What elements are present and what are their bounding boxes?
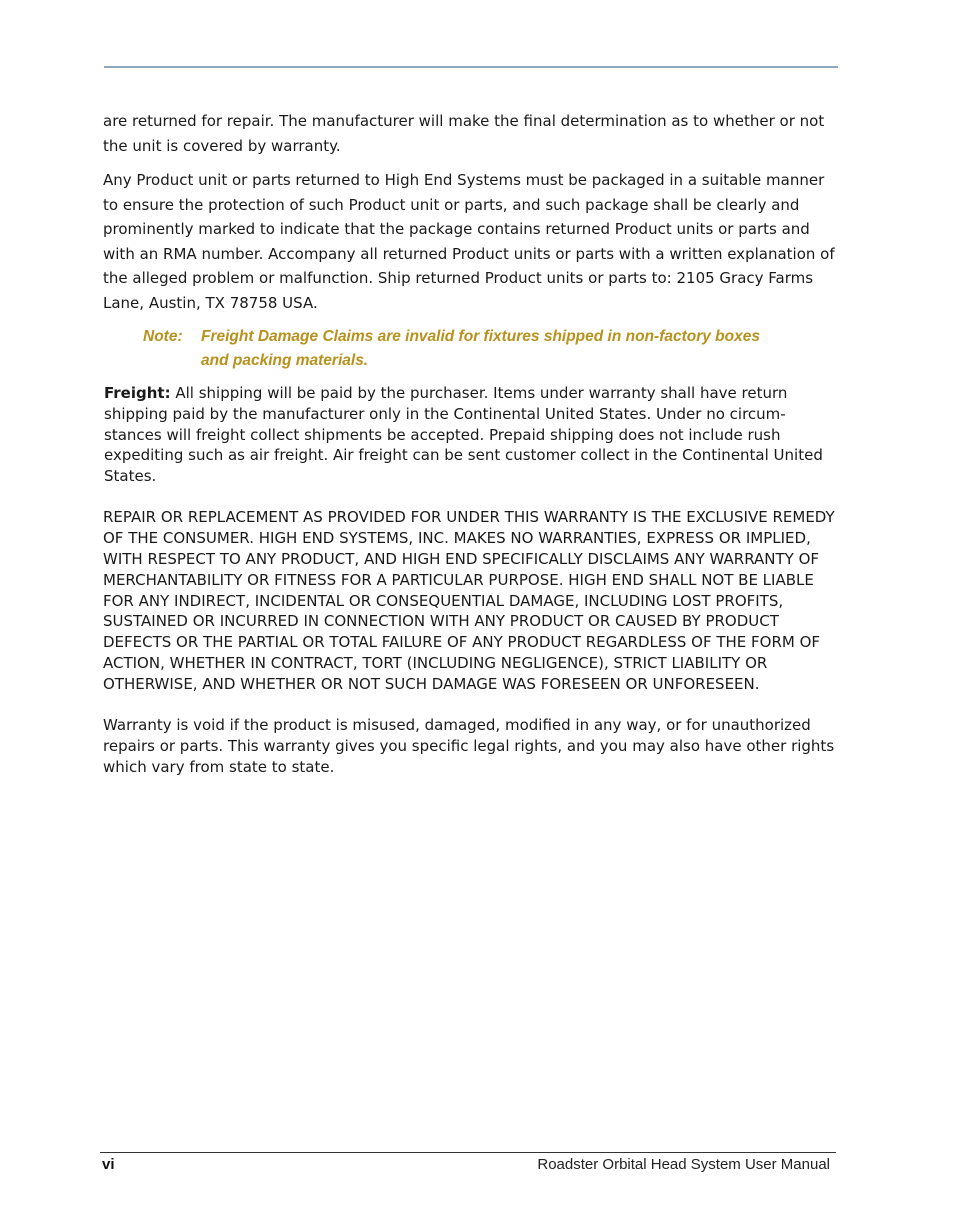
footer-rule bbox=[100, 1152, 836, 1153]
header-rule bbox=[104, 66, 838, 68]
freight-text: All shipping will be paid by the purchaser. Items under warranty shall have return shipping paid by the manufacturer only in the Continental United States. Under no circum-stances will freight collect shipments be accepted. Prepaid shipping does not include rush expediting such as air freight. Air freight can be sent customer collect in the Continental United States. bbox=[104, 384, 823, 486]
paragraph-return-packaging: Any Product unit or parts returned to High End Systems must be packaged in a suitable manner to ensure the protection of such Product unit or parts, and such package shall be clearly and prominently marked to indicate that the package contains returned Product units or parts and with an RMA number. Accompany all returned Product units or parts with a written explanation of the alleged problem or malfunction. Ship returned Product units or parts to: 2105 Gracy Farms Lane, Austin, TX 78758 USA. bbox=[103, 171, 835, 312]
footer-manual-title: Roadster Orbital Head System User Manual bbox=[537, 1156, 830, 1173]
paragraph-warranty-determination: are returned for repair. The manufacturer will make the final determination as to whether or not the unit is covered by warranty. bbox=[103, 112, 825, 155]
page-content bbox=[103, 109, 839, 798]
freight-lead: Freight: bbox=[104, 384, 171, 402]
paragraph-disclaimer: REPAIR OR REPLACEMENT AS PROVIDED FOR UNDER THIS WARRANTY IS THE EXCLUSIVE REMEDY OF THE CONSUMER. HIGH END SYSTEMS, INC. MAKES NO WARRANTIES, EXPRESS OR IMPLIED, WITH RESPECT TO ANY PRODUCT, AND HIGH END SPECIFICALLY DISCLAIMS ANY WARRANTY OF MERCHANTABILITY OR FITNESS FOR A PARTICULAR PURPOSE. HIGH END SHALL NOT BE LIABLE FOR ANY INDIRECT, INCIDENTAL OR CONSEQUENTIAL DAMAGE, INCLUDING LOST PROFITS, SUSTAINED OR INCURRED IN CONNECTION WITH ANY PRODUCT OR CAUSED BY PRODUCT DEFECTS OR THE PARTIAL OR TOTAL FAILURE OF ANY PRODUCT REGARDLESS OF THE FORM OF ACTION, WHETHER IN CONTRACT, TORT (INCLUDING NEGLIGENCE), STRICT LIABILITY OR OTHERWISE, AND WHETHER OR NOT SUCH DAMAGE WAS FORESEEN OR UNFORESEEN. bbox=[103, 508, 835, 693]
note-callout bbox=[143, 325, 839, 373]
paragraph-warranty-void: Warranty is void if the product is misused, damaged, modified in any way, or for unauthorized repairs or parts. This warranty gives you specific legal rights, and you may also have other rights which vary from state to state. bbox=[103, 716, 835, 776]
note-text: Freight Damage Claims are invalid for fixtures shipped in non-factory boxes and packing materials. bbox=[201, 328, 760, 369]
paragraph-freight bbox=[104, 383, 839, 487]
footer-page-number: vi bbox=[102, 1156, 115, 1173]
note-label: Note: bbox=[143, 328, 183, 345]
